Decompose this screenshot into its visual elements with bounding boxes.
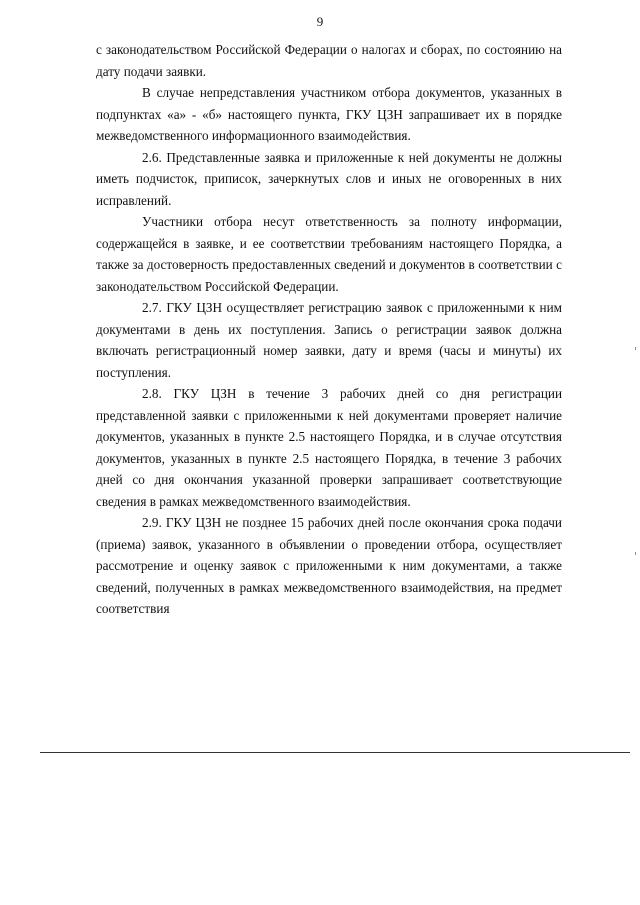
- paragraph-2-9: 2.9. ГКУ ЦЗН не позднее 15 рабочих дней после окончания срока подачи (приема) заявок, указанного в объявлении о проведении отбора, осуществляет рассмотрение и оценку заявок с приложенными к ним документами, а также сведений, полученных в рамках межведомственного взаимодействия, на предмет соответствия: [96, 515, 562, 616]
- paragraph-responsibility: Участники отбора несут ответственность за полноту информации, содержащейся в заявке, и ее соответствии требованиям настоящего Порядка, а также за достоверность предоставленных сведений и документов в соответствии с законодательством Российской Федерации.: [96, 214, 562, 294]
- scan-edge-mark: [635, 347, 636, 350]
- paragraph-non-submission: В случае непредставления участником отбора документов, указанных в подпунктах «а» - «б» настоящего пункта, ГКУ ЦЗН запрашивает их в порядке межведомственного информационного взаимодействия.: [96, 85, 562, 143]
- paragraph-2-7: 2.7. ГКУ ЦЗН осуществляет регистрацию заявок с приложенными к ним документами в день их поступления. Запись о регистрации заявок должна включать регистрационный номер заявки, дату и время (часы и минуты) их поступления.: [96, 300, 562, 380]
- page-bottom-rule: [40, 752, 630, 753]
- scan-edge-mark: [635, 552, 636, 555]
- paragraph-2-8: 2.8. ГКУ ЦЗН в течение 3 рабочих дней со дня регистрации представленной заявки с приложенными к ней документами проверяет наличие документов, указанных в пункте 2.5 настоящего Порядка, и в случае отсутствия документов, указанных в пункте 2.5 настоящего Порядка, в течение 3 рабочих дней со дня окончания указанной проверки запрашивает соответствующие сведения в рамках межведомственного взаимодействия.: [96, 386, 562, 509]
- page-number: 9: [316, 14, 324, 29]
- document-body: [96, 39, 562, 620]
- paragraph-2-6: 2.6. Представленные заявка и приложенные к ней документы не должны иметь подчисток, приписок, зачеркнутых слов и иных не оговоренных в них исправлений.: [96, 149, 562, 208]
- paragraph-continuation: с законодательством Российской Федерации о налогах и сборах, по состоянию на дату подачи заявки.: [96, 42, 562, 79]
